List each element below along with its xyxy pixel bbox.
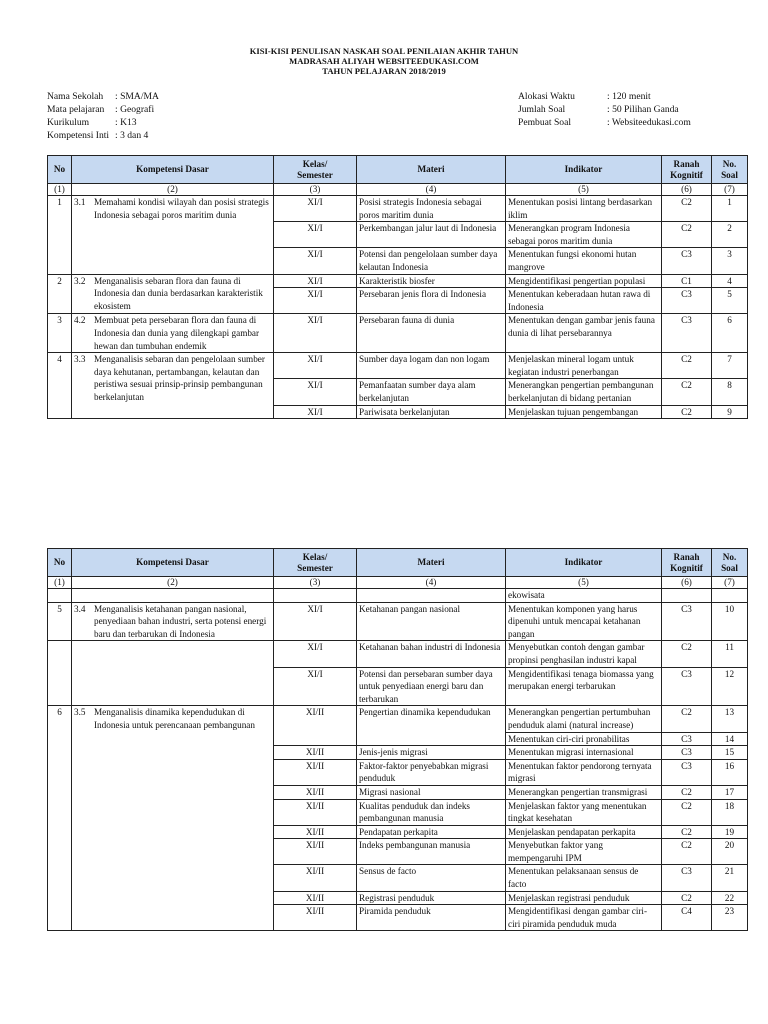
- kelas-cell: XI/I: [274, 353, 357, 379]
- indikator-cell: Menjelaskan faktor yang menentukan tingkat kesehatan: [506, 799, 662, 825]
- soal-cell: 21: [712, 865, 748, 891]
- col-number: (7): [712, 577, 748, 589]
- empty-cell: [712, 589, 748, 603]
- kd-number: 3.5: [74, 707, 86, 718]
- empty-cell: [48, 589, 72, 603]
- ranah-cell: C3: [662, 314, 712, 353]
- col-number: (1): [48, 577, 72, 589]
- header-kelas-line2: Semester: [297, 169, 333, 180]
- kelas-cell: XI/I: [274, 405, 357, 419]
- info-value: : Geografi: [115, 104, 155, 115]
- kelas-cell: XI/II: [274, 905, 357, 931]
- title-line-2: MADRASAH ALIYAH WEBSITEEDUKASI.COM: [289, 56, 479, 66]
- kelas-cell: XI/II: [274, 746, 357, 760]
- indikator-cell: Menjelaskan pendapatan perkapita: [506, 825, 662, 839]
- kelas-cell: XI/I: [274, 222, 357, 248]
- soal-cell: 2: [712, 222, 748, 248]
- materi-cell: Persebaran fauna di dunia: [357, 314, 506, 353]
- materi-cell: Registrasi penduduk: [357, 891, 506, 905]
- ranah-cell: C3: [662, 602, 712, 641]
- materi-cell: Sensus de facto: [357, 865, 506, 891]
- header-ranah-line1: Ranah: [673, 551, 700, 562]
- header-ranah-line2: Kognitif: [670, 562, 703, 573]
- kd-number: 3.1: [74, 197, 86, 207]
- soal-cell: 16: [712, 759, 748, 785]
- column-number-row: [48, 184, 748, 196]
- soal-cell: 23: [712, 905, 748, 931]
- header-ranah-line1: Ranah: [673, 158, 700, 169]
- indikator-cell: Menentukan migrasi internasional: [506, 746, 662, 760]
- kelas-cell: XI/II: [274, 839, 357, 865]
- indikator-cell: Menentukan posisi lintang berdasarkan iklim: [506, 196, 662, 222]
- indikator-cell: Menerangkan pengertian pembangunan berkelanjutan di bidang pertanian: [506, 379, 662, 405]
- header-indikator: Indikator: [506, 549, 662, 577]
- materi-cell: Pariwisata berkelanjutan: [357, 405, 506, 419]
- kelas-cell: XI/I: [274, 314, 357, 353]
- indikator-cell: Menjelaskan tujuan pengembangan: [506, 405, 662, 419]
- info-right: [518, 90, 691, 129]
- ranah-cell: C2: [662, 891, 712, 905]
- kelas-cell: XI/I: [274, 641, 357, 667]
- kelas-cell: XI/II: [274, 865, 357, 891]
- col-number: (5): [506, 577, 662, 589]
- header-kompetensi-dasar: Kompetensi Dasar: [72, 156, 274, 184]
- col-number: (3): [274, 577, 357, 589]
- header-kelas: [274, 549, 357, 577]
- kd-number: 3.3: [74, 354, 86, 365]
- info-label: Pembuat Soal: [518, 117, 572, 128]
- soal-cell: 6: [712, 314, 748, 353]
- row-no: 1: [48, 196, 72, 275]
- materi-cell: Migrasi nasional: [357, 785, 506, 799]
- materi-cell: Pemanfaatan sumber daya alam berkelanjutan: [357, 379, 506, 405]
- indikator-cell: Menerangkan program Indonesia sebagai poros maritim dunia: [506, 222, 662, 248]
- soal-cell: 18: [712, 799, 748, 825]
- soal-cell: 11: [712, 641, 748, 667]
- header-soal: [712, 549, 748, 577]
- title-line-3: TAHUN PELAJARAN 2018/2019: [322, 66, 446, 76]
- ranah-cell: C3: [662, 288, 712, 314]
- soal-cell: 15: [712, 746, 748, 760]
- col-number: (3): [274, 184, 357, 196]
- header-materi: Materi: [357, 549, 506, 577]
- kd-text: Membuat peta persebaran flora dan fauna di Indonesia dan dunia yang dilengkapi gambar hewan dan tumbuhan endemik: [94, 315, 260, 351]
- empty-cell: [72, 641, 274, 706]
- kelas-cell: XI/II: [274, 891, 357, 905]
- kd-number: 3.4: [74, 603, 86, 614]
- ranah-cell: C1: [662, 274, 712, 288]
- ranah-cell: C2: [662, 379, 712, 405]
- info-label: Alokasi Waktu: [518, 91, 575, 102]
- header-ranah-line2: Kognitif: [670, 169, 703, 180]
- ranah-cell: C3: [662, 759, 712, 785]
- ranah-cell: C2: [662, 785, 712, 799]
- col-number: (6): [662, 577, 712, 589]
- indikator-cell: Menjelaskan registrasi penduduk: [506, 891, 662, 905]
- ranah-cell: C2: [662, 706, 712, 732]
- kompetensi-dasar-cell: [72, 274, 274, 314]
- info-value: : 120 menit: [607, 91, 651, 102]
- kompetensi-dasar-cell: [72, 706, 274, 931]
- info-label: Kompetensi Inti: [47, 130, 110, 141]
- kd-text: Menganalisis sebaran dan pengelolaan sumber daya kehutanan, pertambangan, kelautan dan peristiwa sesuai prinsip-prinsip pembangunan berkelanjutan: [94, 354, 265, 402]
- indikator-cell: Mengidentifikasi dengan gambar ciri-ciri piramida penduduk muda: [506, 905, 662, 931]
- ranah-cell: C4: [662, 905, 712, 931]
- materi-cell: Perkembangan jalur laut di Indonesia: [357, 222, 506, 248]
- kelas-cell: XI/II: [274, 825, 357, 839]
- header-ranah: [662, 156, 712, 184]
- soal-cell: 4: [712, 274, 748, 288]
- materi-cell: Karakteristik biosfer: [357, 274, 506, 288]
- info-label: Mata pelajaran: [47, 104, 105, 115]
- materi-cell: Pengertian dinamika kependudukan: [357, 706, 506, 746]
- header-soal: [712, 156, 748, 184]
- indikator-cell: Menentukan fungsi ekonomi hutan mangrove: [506, 248, 662, 274]
- kd-number: 3.2: [74, 275, 86, 286]
- empty-cell: [48, 641, 72, 706]
- info-label: Nama Sekolah: [47, 91, 104, 102]
- col-number: (6): [662, 184, 712, 196]
- soal-cell: 10: [712, 602, 748, 641]
- soal-cell: 22: [712, 891, 748, 905]
- materi-cell: Sumber daya logam dan non logam: [357, 353, 506, 379]
- col-number: (2): [72, 577, 274, 589]
- empty-cell: [662, 589, 712, 603]
- info-value: : 3 dan 4: [115, 130, 149, 141]
- empty-cell: [274, 589, 357, 603]
- col-number: (4): [357, 184, 506, 196]
- ranah-cell: C2: [662, 405, 712, 419]
- header-no: No: [48, 156, 72, 184]
- indikator-cell: Menentukan dengan gambar jenis fauna dunia di lihat persebarannya: [506, 314, 662, 353]
- kd-text: Menganalisis dinamika kependudukan di Indonesia untuk perencanaan pembangunan: [94, 707, 255, 730]
- soal-cell: 20: [712, 839, 748, 865]
- document-title: [0, 46, 768, 76]
- indikator-cell: Menentukan ciri-ciri pronabilitas: [506, 732, 662, 746]
- table-row: [48, 353, 748, 379]
- info-value: : K13: [115, 117, 137, 128]
- ranah-cell: C2: [662, 641, 712, 667]
- header-soal-line1: No.: [722, 551, 737, 562]
- kisi-kisi-table-1: [47, 155, 748, 419]
- row-no: 6: [48, 706, 72, 931]
- header-ranah: [662, 549, 712, 577]
- kelas-cell: XI/II: [274, 799, 357, 825]
- soal-cell: 13: [712, 706, 748, 732]
- col-number: (5): [506, 184, 662, 196]
- header-soal-line1: No.: [722, 158, 737, 169]
- ranah-cell: C3: [662, 865, 712, 891]
- info-value: : SMA/MA: [115, 91, 159, 102]
- materi-cell: Faktor-faktor penyebabkan migrasi penduduk: [357, 759, 506, 785]
- indikator-cell: Menentukan pelaksanaan sensus de facto: [506, 865, 662, 891]
- soal-cell: 14: [712, 732, 748, 746]
- info-value: : 50 Pilihan Ganda: [607, 104, 679, 115]
- kelas-cell: XI/I: [274, 667, 357, 706]
- indikator-cell: Menerangkan pengertian transmigrasi: [506, 785, 662, 799]
- soal-cell: 9: [712, 405, 748, 419]
- header-soal-line2: Soal: [721, 169, 738, 180]
- table-row: [48, 589, 748, 603]
- header-row: [48, 156, 748, 184]
- soal-cell: 3: [712, 248, 748, 274]
- soal-cell: 17: [712, 785, 748, 799]
- col-number: (1): [48, 184, 72, 196]
- row-no: 4: [48, 353, 72, 419]
- ranah-cell: C3: [662, 746, 712, 760]
- col-number: (4): [357, 577, 506, 589]
- row-no: 2: [48, 274, 72, 314]
- kd-number: 4.2: [74, 315, 86, 326]
- header-indikator: Indikator: [506, 156, 662, 184]
- indikator-cell: Mengidentifikasi pengertian populasi: [506, 274, 662, 288]
- indikator-cell: Menerangkan pengertian pertumbuhan penduduk alami (natural increase): [506, 706, 662, 732]
- row-no: 5: [48, 602, 72, 641]
- kd-text: Memahami kondisi wilayah dan posisi strategis Indonesia sebagai poros maritim dunia: [94, 197, 269, 220]
- indikator-cell: Menentukan komponen yang harus dipenuhi untuk mencapai ketahanan pangan: [506, 602, 662, 641]
- materi-cell: Potensi dan persebaran sumber daya untuk penyediaan energi baru dan terbarukan: [357, 667, 506, 706]
- soal-cell: 7: [712, 353, 748, 379]
- ranah-cell: C2: [662, 839, 712, 865]
- column-number-row: [48, 577, 748, 589]
- table-row: [48, 274, 748, 288]
- info-value: : Websiteedukasi.com: [607, 117, 691, 128]
- indikator-cell: Menyebutkan faktor yang mempengaruhi IPM: [506, 839, 662, 865]
- kelas-cell: XI/II: [274, 759, 357, 785]
- materi-cell: Piramida penduduk: [357, 905, 506, 931]
- empty-cell: [72, 589, 274, 603]
- kelas-cell: XI/I: [274, 196, 357, 222]
- header-kompetensi-dasar: Kompetensi Dasar: [72, 549, 274, 577]
- header-materi: Materi: [357, 156, 506, 184]
- materi-cell: Posisi strategis Indonesia sebagai poros maritim dunia: [357, 196, 506, 222]
- materi-cell: Pendapatan perkapita: [357, 825, 506, 839]
- ranah-cell: C2: [662, 825, 712, 839]
- kd-text: Menganalisis sebaran flora dan fauna di Indonesia dan dunia berdasarkan karakteristik ekosistem: [94, 275, 263, 311]
- header-kelas-line1: Kelas/: [302, 158, 328, 169]
- materi-cell: Persebaran jenis flora di Indonesia: [357, 288, 506, 314]
- ranah-cell: C2: [662, 799, 712, 825]
- materi-cell: Potensi dan pengelolaan sumber daya kelautan Indonesia: [357, 248, 506, 274]
- col-number: (7): [712, 184, 748, 196]
- header-kelas-line2: Semester: [297, 562, 333, 573]
- materi-cell: Indeks pembangunan manusia: [357, 839, 506, 865]
- table-row: [48, 196, 748, 222]
- table-row: [48, 641, 748, 667]
- kelas-cell: XI/II: [274, 706, 357, 746]
- kelas-cell: XI/I: [274, 602, 357, 641]
- soal-cell: 8: [712, 379, 748, 405]
- kompetensi-dasar-cell: [72, 196, 274, 275]
- col-number: (2): [72, 184, 274, 196]
- indikator-cell: Menentukan faktor pendorong ternyata migrasi: [506, 759, 662, 785]
- materi-cell: Ketahanan pangan nasional: [357, 602, 506, 641]
- materi-cell: Kualitas penduduk dan indeks pembangunan manusia: [357, 799, 506, 825]
- indikator-cell: Menentukan keberadaan hutan rawa di Indonesia: [506, 288, 662, 314]
- ranah-cell: C3: [662, 732, 712, 746]
- kelas-cell: XI/I: [274, 274, 357, 288]
- header-soal-line2: Soal: [721, 562, 738, 573]
- kisi-kisi-table-2: [47, 548, 748, 931]
- kelas-cell: XI/I: [274, 379, 357, 405]
- empty-cell: [357, 589, 506, 603]
- kd-text: Menganalisis ketahanan pangan nasional, penyediaan bahan industri, serta potensi energi baru dan terbarukan di Indonesia: [94, 603, 267, 639]
- info-label: Jumlah Soal: [518, 104, 566, 115]
- header-kelas: [274, 156, 357, 184]
- ranah-cell: C3: [662, 667, 712, 706]
- indikator-cell: Menyebutkan contoh dengan gambar propinsi penghasilan industri kapal: [506, 641, 662, 667]
- kelas-cell: XI/II: [274, 785, 357, 799]
- ranah-cell: C2: [662, 196, 712, 222]
- title-line-1: KISI-KISI PENULISAN NASKAH SOAL PENILAIAN AKHIR TAHUN: [249, 46, 519, 56]
- indikator-cell: Mengidentifikasi tenaga biomassa yang merupakan energi terbarukan: [506, 667, 662, 706]
- row-no: 3: [48, 314, 72, 353]
- indikator-cell: ekowisata: [506, 589, 662, 603]
- soal-cell: 12: [712, 667, 748, 706]
- ranah-cell: C2: [662, 222, 712, 248]
- info-left: [47, 90, 159, 142]
- table-row: [48, 602, 748, 641]
- materi-cell: Jenis-jenis migrasi: [357, 746, 506, 760]
- kompetensi-dasar-cell: [72, 602, 274, 641]
- info-label: Kurikulum: [47, 117, 90, 128]
- soal-cell: 19: [712, 825, 748, 839]
- header-row: [48, 549, 748, 577]
- kelas-cell: XI/I: [274, 248, 357, 274]
- kelas-cell: XI/I: [274, 288, 357, 314]
- kompetensi-dasar-cell: [72, 314, 274, 353]
- header-no: No: [48, 549, 72, 577]
- indikator-cell: Menjelaskan mineral logam untuk kegiatan industri penerbangan: [506, 353, 662, 379]
- kompetensi-dasar-cell: [72, 353, 274, 419]
- soal-cell: 1: [712, 196, 748, 222]
- table-row: [48, 314, 748, 353]
- table-row: [48, 706, 748, 732]
- soal-cell: 5: [712, 288, 748, 314]
- materi-cell: Ketahanan bahan industri di Indonesia: [357, 641, 506, 667]
- ranah-cell: C2: [662, 353, 712, 379]
- header-kelas-line1: Kelas/: [302, 551, 328, 562]
- ranah-cell: C3: [662, 248, 712, 274]
